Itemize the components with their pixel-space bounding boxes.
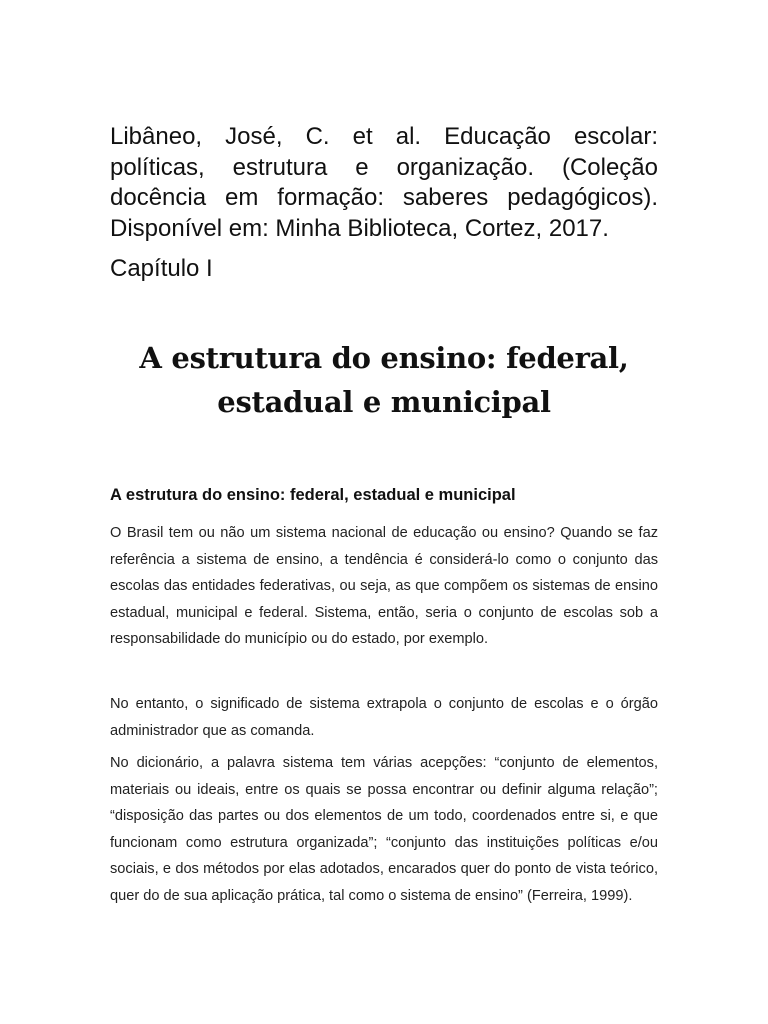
bibliographic-citation: Libâneo, José, C. et al. Educação escolar: políticas, estrutura e organização. (Coleção docência em formação: saberes pedagógicos). Disponível em: Minha Biblioteca, Cortez, 2017. [110, 123, 658, 242]
paragraph-1: O Brasil tem ou não um sistema nacional de educação ou ensino? Quando se faz referência a sistema de ensino, a tendência é considerá-lo como o conjunto das escolas das entidades federativas, ou seja, as que compõem os sistemas de ensino estadual, municipal e federal. Sistema, então, seria o conjunto de escolas sob a responsabilidade do município ou do estado, por exemplo. [110, 525, 658, 647]
paragraph-2: No entanto, o significado de sistema extrapola o conjunto de escolas e o órgão administrador que as comanda. [110, 696, 658, 739]
chapter-label: Capítulo I [110, 255, 213, 282]
section-heading: A estrutura do ensino: federal, estadual e municipal [110, 486, 516, 504]
main-title-line-1: A estrutura do ensino: federal, [139, 341, 629, 375]
main-title [100, 336, 668, 424]
main-title-line-2: estadual e municipal [217, 385, 551, 419]
paragraph-3: No dicionário, a palavra sistema tem várias acepções: “conjunto de elementos, materiais ou ideais, entre os quais se possa encontrar ou definir alguma relação”; “disposição das partes ou dos elementos de um todo, coordenados entre si, e que funcionam como estrutura organizada”; “conjunto das instituições políticas e/ou sociais, e dos métodos por elas adotados, encarados quer do ponto de vista teórico, quer do de sua aplicação prática, tal como o sistema de ensino” (Ferreira, 1999). [110, 755, 658, 904]
